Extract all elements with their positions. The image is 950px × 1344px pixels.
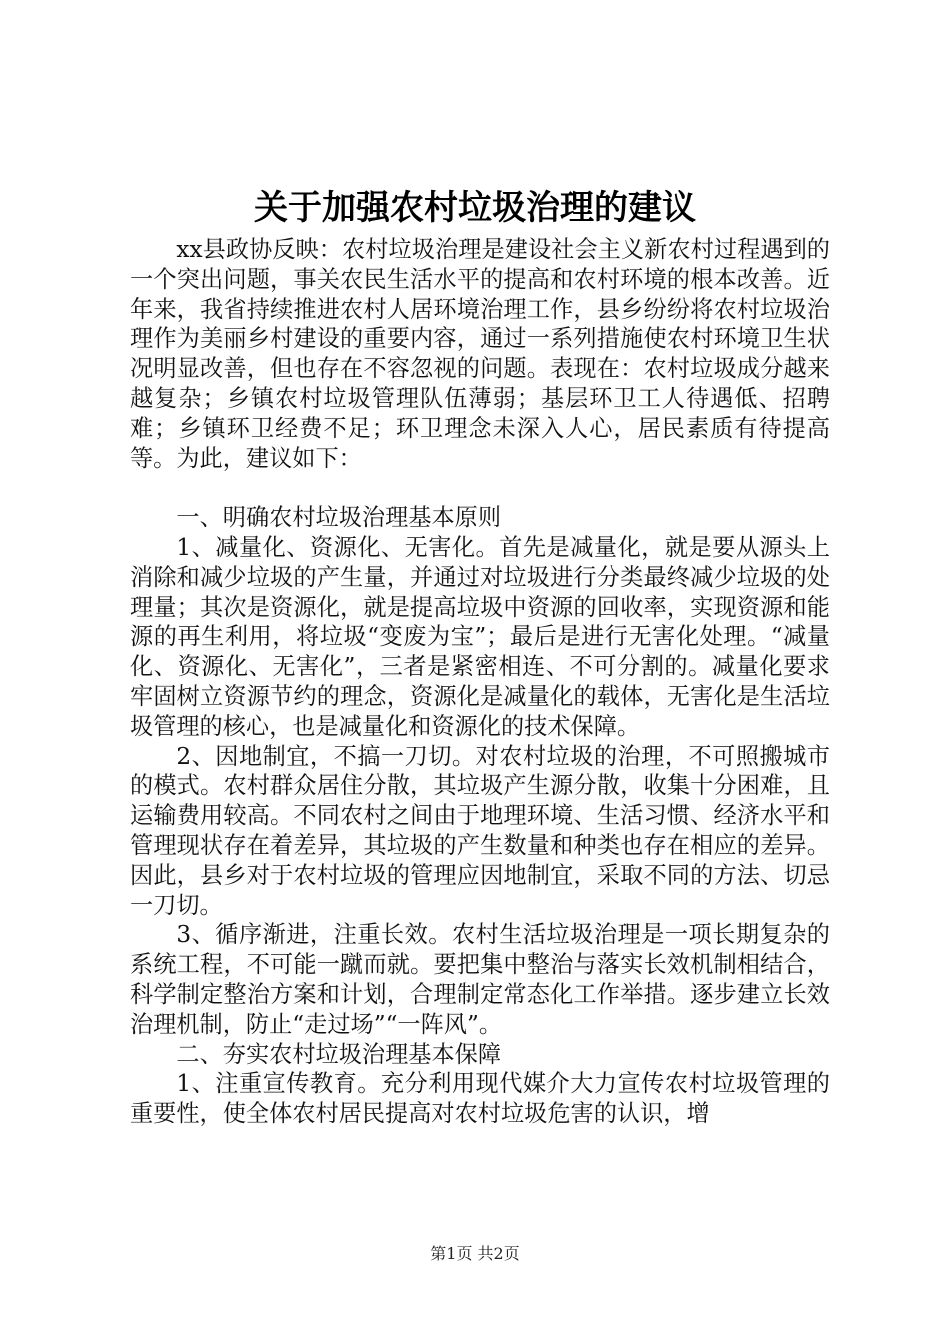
- section-heading-2: 二、夯实农村垃圾治理基本保障: [176, 1040, 502, 1068]
- paragraph-principle-3: 3、循序渐进，注重长效。农村生活垃圾治理是一项长期复杂的系统工程，不可能一蹴而就。要把集中整治与落实长效机制相结合，科学制定整治方案和计划，合理制定常态化工作举措。逐步建立长效治理机制，防止“走过场”“一阵风”。: [130, 921, 830, 1038]
- document-body: [130, 235, 830, 1129]
- paragraph-guarantee-1: 1、注重宣传教育。充分利用现代媒介大力宣传农村垃圾管理的重要性，使全体农村居民提高对农村垃圾危害的认识，增: [130, 1070, 830, 1128]
- document-title: 关于加强农村垃圾治理的建议: [254, 188, 696, 228]
- section-heading-1: 一、明确农村垃圾治理基本原则: [176, 504, 502, 532]
- paragraph-principle-2: 2、因地制宜，不搞一刀切。对农村垃圾的治理，不可照搬城市的模式。农村群众居住分散，其垃圾产生源分散，收集十分困难，且运输费用较高。不同农村之间由于地理环境、生活习惯、经济水平和管理现状存在着差异，其垃圾的产生数量和种类也存在相应的差异。因此，县乡对于农村垃圾的管理应因地制宜，采取不同的方法、切忌一刀切。: [130, 742, 830, 919]
- page-footer: 第1页 共2页: [430, 1244, 520, 1263]
- paragraph-principle-1: 1、减量化、资源化、无害化。首先是减量化，就是要从源头上消除和减少垃圾的产生量，并通过对垃圾进行分类最终减少垃圾的处理量；其次是资源化，就是提高垃圾中资源的回收率，实现资源和能源的再生利用，将垃圾“变废为宝”；最后是进行无害化处理。“减量化、资源化、无害化”，三者是紧密相连、不可分割的。减量化要求牢固树立资源节约的理念，资源化是减量化的载体，无害化是生活垃圾管理的核心，也是减量化和资源化的技术保障。: [130, 533, 830, 740]
- intro-paragraph: xx县政协反映：农村垃圾治理是建设社会主义新农村过程遇到的一个突出问题，事关农民生活水平的提高和农村环境的根本改善。近年来，我省持续推进农村人居环境治理工作，县乡纷纷将农村垃圾治理作为美丽乡村建设的重要内容，通过一系列措施使农村环境卫生状况明显改善，但也存在不容忽视的问题。表现在：农村垃圾成分越来越复杂；乡镇农村垃圾管理队伍薄弱；基层环卫工人待遇低、招聘难；乡镇环卫经费不足；环卫理念未深入人心，居民素质有待提高等。为此，建议如下：: [130, 236, 830, 472]
